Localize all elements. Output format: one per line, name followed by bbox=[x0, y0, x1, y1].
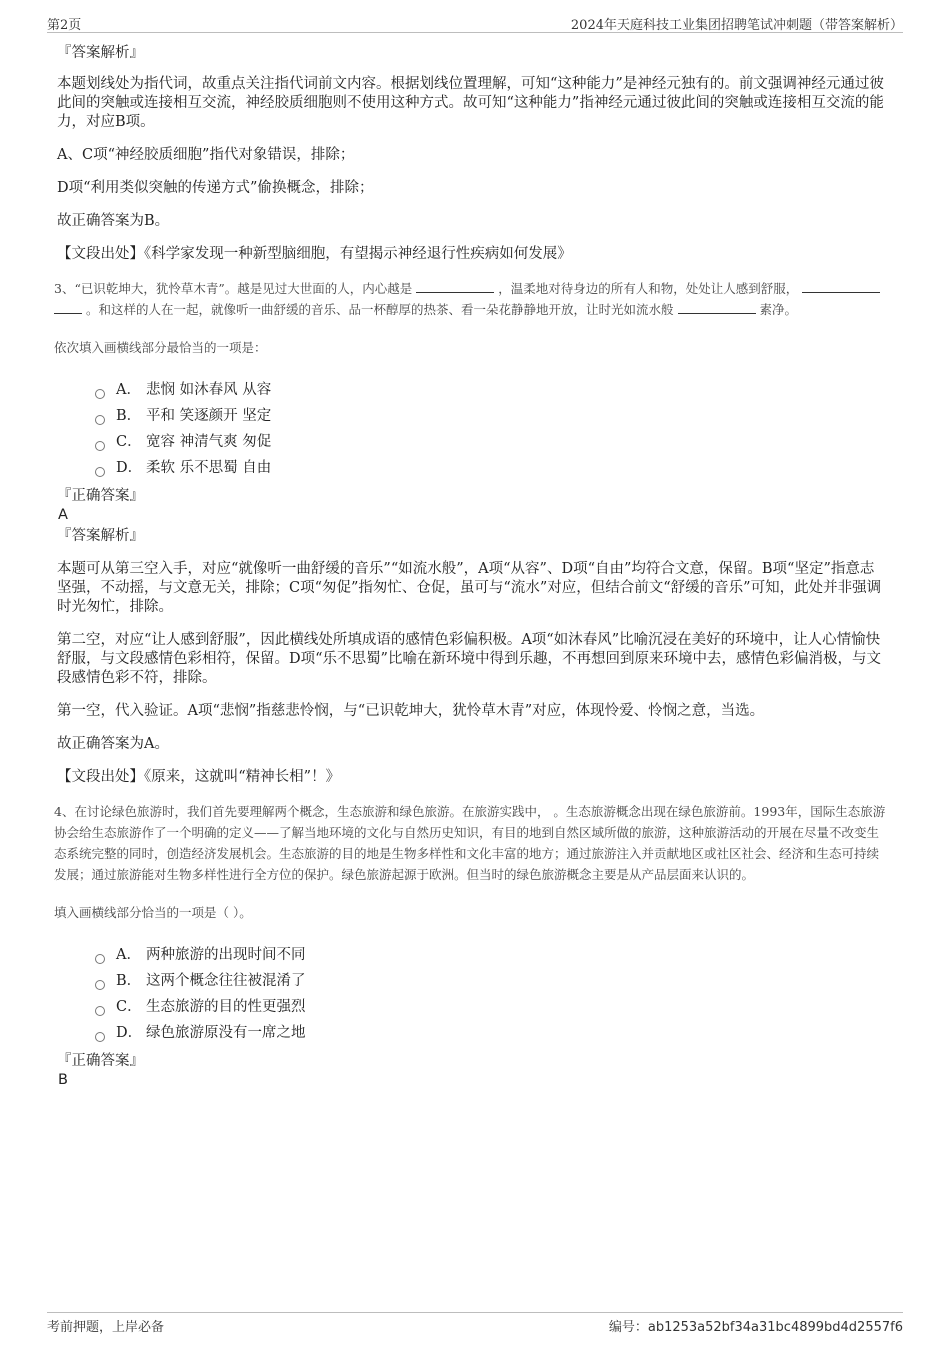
document-code bbox=[609, 1316, 903, 1335]
option-letter: B． bbox=[116, 973, 142, 989]
page-content bbox=[54, 44, 888, 1090]
option-text: 宽容 神清气爽 匆促 bbox=[146, 434, 272, 450]
q3-question-text bbox=[54, 278, 888, 320]
q3-analysis-paragraph: 第二空，对应“让人感到舒服”，因此横线处所填成语的感情色彩偏积极。A项“如沐春风”比喻沉浸在美好的环境中，让人心情愉快舒服，与文段感情色彩相符，保留。D项“乐不思蜀”比喻在新环境中得到乐趣，不再想回到原来环境中去，感情色彩偏消极，与文段感情色彩不符，排除。 bbox=[57, 632, 881, 686]
q2-analysis-paragraph: D项“利用类似突触的传递方式”偷换概念，排除； bbox=[57, 180, 374, 196]
q3-text-part: 3、“已识乾坤大，犹怜草木青”。越是见过大世面的人，内心越是 bbox=[54, 281, 413, 296]
q3-option-b[interactable] bbox=[95, 403, 888, 429]
code-value: ab1253a52bf34a31bc4899bd4d2557f6 bbox=[647, 1320, 903, 1335]
page-footer bbox=[47, 1312, 903, 1335]
q2-analysis-paragraph: A、C项“神经胶质细胞”指代对象错误，排除； bbox=[57, 147, 355, 163]
option-letter: D． bbox=[116, 1025, 143, 1041]
fill-blank bbox=[802, 280, 880, 293]
option-text: 平和 笑逐颜开 坚定 bbox=[146, 408, 272, 424]
option-text: 柔软 乐不思蜀 自由 bbox=[146, 460, 272, 476]
option-text: 两种旅游的出现时间不同 bbox=[146, 947, 306, 963]
q2-source: 【文段出处】《科学家发现一种新型脑细胞，有望揭示神经退行性疾病如何发展》 bbox=[57, 246, 572, 262]
q3-answer: A bbox=[58, 507, 68, 523]
fill-blank bbox=[416, 280, 494, 293]
fill-blank bbox=[678, 301, 756, 314]
radio-icon[interactable] bbox=[95, 441, 105, 451]
q4-option-c[interactable] bbox=[95, 994, 888, 1020]
q4-option-d[interactable] bbox=[95, 1020, 888, 1046]
option-letter: C． bbox=[116, 999, 142, 1015]
page-header bbox=[47, 12, 903, 33]
q3-text-part: ，温柔地对待身边的所有人和物，处处让人感到舒服， bbox=[498, 281, 799, 296]
radio-icon[interactable] bbox=[95, 954, 105, 964]
q3-text-part: 。和这样的人在一起，就像听一曲舒缓的音乐、品一杯醇厚的热茶、看一朵花静静地开放，让时光如流水般 bbox=[86, 302, 674, 317]
q3-option-d[interactable] bbox=[95, 455, 888, 481]
q3-analysis-paragraph: 本题可从第三空入手，对应“就像听一曲舒缓的音乐”“如流水般”，A项“从容”、D项“自由”均符合文意，保留。B项“坚定”指意志坚强，不动摇，与文意无关，排除；C项“匆促”指匆忙、仓促，虽可与“流水”对应，但结合前文“舒缓的音乐”可知，此处并非强调时光匆忙，排除。 bbox=[57, 561, 882, 615]
q3-analysis-paragraph: 第一空，代入验证。A项“悲悯”指慈悲怜悯，与“已识乾坤大，犹怜草木青”对应，体现怜爱、怜悯之意，当选。 bbox=[57, 703, 765, 719]
q3-prompt: 依次填入画横线部分最恰当的一项是： bbox=[54, 340, 267, 355]
q3-source: 【文段出处】《原来，这就叫“精神长相”！》 bbox=[57, 769, 341, 785]
option-letter: C． bbox=[116, 434, 142, 450]
q3-option-a[interactable] bbox=[95, 377, 888, 403]
option-text: 悲悯 如沐春风 从容 bbox=[146, 382, 272, 398]
option-text: 生态旅游的目的性更强烈 bbox=[146, 999, 306, 1015]
q3-option-c[interactable] bbox=[95, 429, 888, 455]
option-letter: B． bbox=[116, 408, 142, 424]
q2-analysis-label: 『答案解析』 bbox=[57, 45, 144, 61]
q4-answer-label: 『正确答案』 bbox=[57, 1053, 144, 1069]
page-number: 第2页 bbox=[47, 18, 82, 33]
q3-answer-label: 『正确答案』 bbox=[57, 488, 144, 504]
option-text: 这两个概念往往被混淆了 bbox=[146, 973, 306, 989]
q2-analysis-paragraph: 故正确答案为B。 bbox=[57, 213, 170, 229]
q4-option-a[interactable] bbox=[95, 942, 888, 968]
radio-icon[interactable] bbox=[95, 415, 105, 425]
code-label: 编号： bbox=[608, 1320, 648, 1335]
option-text: 绿色旅游原没有一席之地 bbox=[146, 1025, 306, 1041]
radio-icon[interactable] bbox=[95, 1006, 105, 1016]
option-letter: A． bbox=[116, 382, 141, 398]
fill-blank bbox=[54, 301, 82, 314]
radio-icon[interactable] bbox=[95, 389, 105, 399]
q3-text-part: 素净。 bbox=[759, 302, 798, 317]
radio-icon[interactable] bbox=[95, 467, 105, 477]
q4-question-text: 4、在讨论绿色旅游时，我们首先要理解两个概念，生态旅游和绿色旅游。在旅游实践中， 。生态旅游概念出现在绿色旅游前。1993年，国际生态旅游协会给生态旅游作了一个明确的定义——了解当地环境的文化与自然历史知识，有目的地到自然区域所做的旅游，这种旅游活动的开展在尽量不改变生态系统完整的同时，创造经济发展机会。生态旅游的目的地是生物多样性和文化丰富的地方；通过旅游注入并贡献地区或社区社会、经济和生态可持续发展；通过旅游能对生物多样性进行全方位的保护。绿色旅游起源于欧洲。但当时的绿色旅游概念主要是从产品层面来认识的。 bbox=[54, 804, 886, 882]
q3-options bbox=[95, 377, 888, 481]
footer-slogan: 考前押题，上岸必备 bbox=[47, 1320, 165, 1335]
q3-analysis-paragraph: 故正确答案为A。 bbox=[57, 736, 169, 752]
q4-answer: B bbox=[58, 1072, 68, 1088]
radio-icon[interactable] bbox=[95, 980, 105, 990]
option-letter: D． bbox=[116, 460, 143, 476]
q4-option-b[interactable] bbox=[95, 968, 888, 994]
q4-options bbox=[95, 942, 888, 1046]
q2-analysis-paragraph: 本题划线处为指代词，故重点关注指代词前文内容。根据划线位置理解，可知“这种能力”是神经元独有的。前文强调神经元通过彼此间的突触或连接相互交流，神经胶质细胞则不使用这种方式。故可知“这种能力”指神经元通过彼此间的突触或连接相互交流的能力，对应B项。 bbox=[57, 76, 884, 130]
document-title: 2024年天庭科技工业集团招聘笔试冲刺题（带答案解析） bbox=[570, 18, 903, 33]
q3-analysis-label: 『答案解析』 bbox=[57, 528, 144, 544]
q4-prompt: 填入画横线部分恰当的一项是（ ）。 bbox=[54, 905, 252, 920]
radio-icon[interactable] bbox=[95, 1032, 105, 1042]
option-letter: A． bbox=[116, 947, 141, 963]
